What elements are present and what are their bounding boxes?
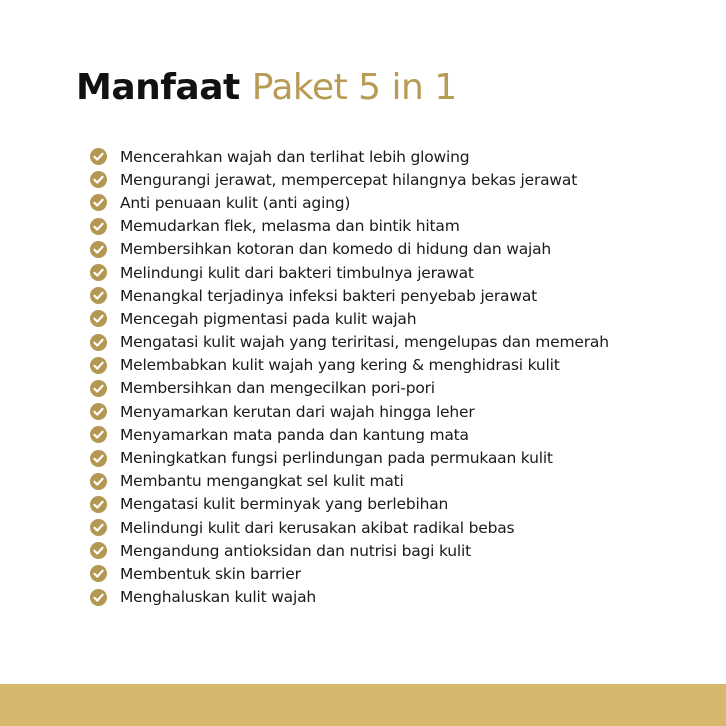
benefit-label: Menghaluskan kulit wajah — [120, 588, 316, 607]
page-title — [76, 64, 457, 112]
benefit-item — [90, 562, 609, 585]
check-circle-icon — [90, 310, 107, 327]
check-circle-icon — [90, 426, 107, 443]
benefit-label: Melembabkan kulit wajah yang kering & menghidrasi kulit — [120, 356, 560, 375]
benefit-item — [90, 307, 609, 330]
check-circle-icon — [90, 264, 107, 281]
check-circle-icon — [90, 450, 107, 467]
benefit-item — [90, 354, 609, 377]
check-circle-icon — [90, 519, 107, 536]
benefit-label: Meningkatkan fungsi perlindungan pada permukaan kulit — [120, 449, 553, 468]
benefit-item — [90, 331, 609, 354]
benefit-label: Membersihkan dan mengecilkan pori-pori — [120, 379, 435, 398]
check-circle-icon — [90, 380, 107, 397]
check-circle-icon — [90, 589, 107, 606]
benefit-label: Mengurangi jerawat, mempercepat hilangnya bekas jerawat — [120, 170, 578, 189]
check-circle-icon — [90, 334, 107, 351]
check-circle-icon — [90, 287, 107, 304]
benefit-label: Menangkal terjadinya infeksi bakteri penyebab jerawat — [120, 286, 538, 305]
benefit-item — [90, 586, 609, 609]
benefit-item — [90, 168, 609, 191]
benefit-label: Mengandung antioksidan dan nutrisi bagi kulit — [120, 541, 472, 560]
benefit-item — [90, 261, 609, 284]
benefit-label: Memudarkan flek, melasma dan bintik hitam — [120, 217, 460, 236]
benefit-item — [90, 191, 609, 214]
benefit-item — [90, 423, 609, 446]
title-part-2: Paket 5 in 1 — [251, 67, 457, 108]
benefit-label: Anti penuaan kulit (anti aging) — [120, 193, 351, 212]
check-circle-icon — [90, 403, 107, 420]
check-circle-icon — [90, 496, 107, 513]
benefit-item — [90, 470, 609, 493]
benefit-item — [90, 238, 609, 261]
check-circle-icon — [90, 218, 107, 235]
benefit-label: Membersihkan kotoran dan komedo di hidung dan wajah — [120, 240, 552, 259]
footer-bar — [0, 684, 726, 726]
benefit-label: Membantu mengangkat sel kulit mati — [120, 472, 404, 491]
check-circle-icon — [90, 241, 107, 258]
check-circle-icon — [90, 194, 107, 211]
check-circle-icon — [90, 357, 107, 374]
benefit-item — [90, 539, 609, 562]
benefit-label: Melindungi kulit dari bakteri timbulnya jerawat — [120, 263, 474, 282]
benefit-item — [90, 400, 609, 423]
benefit-label: Mengatasi kulit wajah yang teriritasi, mengelupas dan memerah — [120, 333, 609, 352]
benefit-list — [90, 145, 609, 609]
benefit-item — [90, 446, 609, 469]
benefit-label: Menyamarkan mata panda dan kantung mata — [120, 425, 469, 444]
benefit-item — [90, 493, 609, 516]
check-circle-icon — [90, 148, 107, 165]
benefit-item — [90, 145, 609, 168]
check-circle-icon — [90, 542, 107, 559]
benefit-item — [90, 516, 609, 539]
title-part-1: Manfaat — [76, 67, 240, 108]
benefit-label: Menyamarkan kerutan dari wajah hingga leher — [120, 402, 475, 421]
benefit-item — [90, 284, 609, 307]
check-circle-icon — [90, 565, 107, 582]
benefit-label: Mengatasi kulit berminyak yang berlebihan — [120, 495, 449, 514]
benefit-label: Mencerahkan wajah dan terlihat lebih glowing — [120, 147, 470, 166]
benefit-label: Mencegah pigmentasi pada kulit wajah — [120, 309, 417, 328]
benefit-item — [90, 377, 609, 400]
check-circle-icon — [90, 171, 107, 188]
benefit-label: Melindungi kulit dari kerusakan akibat radikal bebas — [120, 518, 515, 537]
benefit-label: Membentuk skin barrier — [120, 564, 301, 583]
check-circle-icon — [90, 473, 107, 490]
benefit-item — [90, 215, 609, 238]
